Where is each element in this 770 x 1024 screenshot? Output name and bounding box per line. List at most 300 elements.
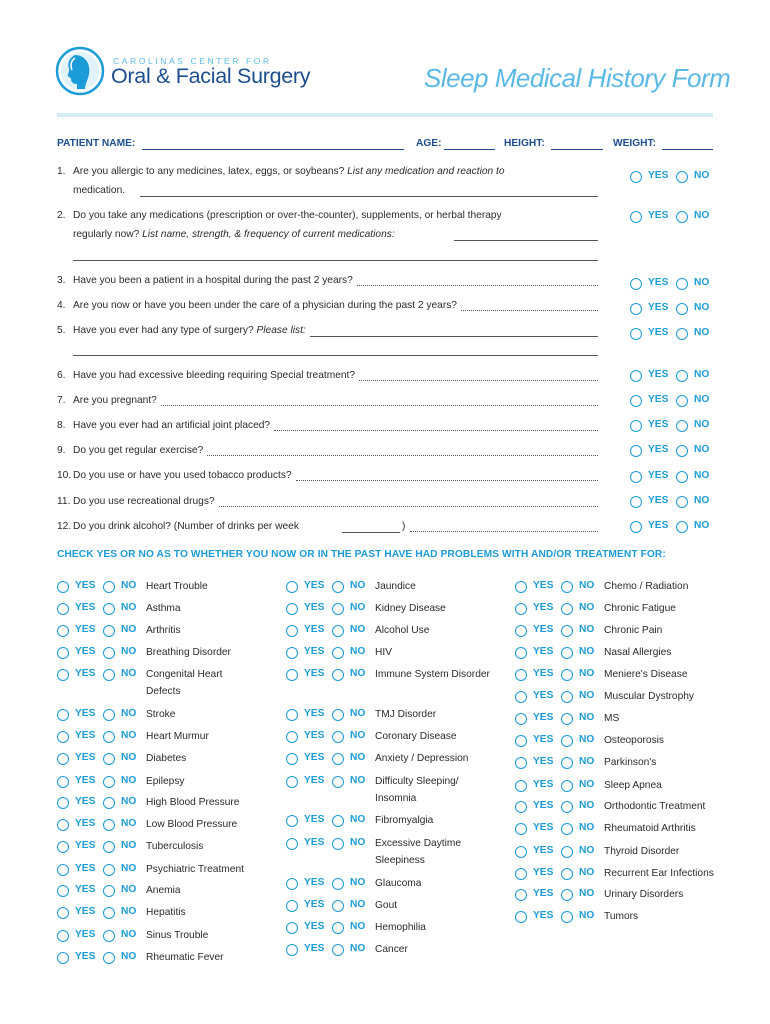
condition-hepatitis-no-radio[interactable] — [103, 907, 115, 919]
condition-osteoporosis-no-label: NO — [579, 734, 595, 745]
condition-glaucoma-no-radio[interactable] — [332, 878, 344, 890]
condition-muscular-dystrophy-no-radio[interactable] — [561, 691, 573, 703]
condition-ms-yes-label: YES — [533, 712, 554, 723]
condition-chronic-pain-yes-radio[interactable] — [515, 625, 527, 637]
question-7-no-label: NO — [694, 394, 710, 405]
condition-rheumatic-fever-yes-radio[interactable] — [57, 952, 69, 964]
question-10-yes-radio[interactable] — [630, 471, 642, 483]
condition-parkinson-s-yes-label: YES — [533, 756, 554, 767]
question-3-yes-label: YES — [648, 277, 669, 288]
condition-congenital-heart-defects-yes-radio[interactable] — [57, 669, 69, 681]
question-7-leader-dots — [161, 405, 598, 406]
question-3-no-radio[interactable] — [676, 278, 688, 290]
condition-diabetes-no-radio[interactable] — [103, 753, 115, 765]
condition-arthritis-yes-label: YES — [75, 624, 96, 635]
condition-label-cancer: Cancer — [375, 944, 408, 955]
condition-rheumatoid-arthritis-yes-label: YES — [533, 822, 554, 833]
condition-chemo-radiation-no-label: NO — [579, 580, 595, 591]
question-10-number: 10. — [57, 470, 72, 481]
patient-name-field[interactable] — [142, 149, 404, 150]
condition-label-muscular-dystrophy: Muscular Dystrophy — [604, 691, 695, 702]
condition-label-orthodontic-treatment: Orthodontic Treatment — [604, 801, 706, 812]
question-6-no-label: NO — [694, 369, 710, 380]
condition-tmj-disorder-no-label: NO — [350, 708, 366, 719]
question-6-yes-radio[interactable] — [630, 370, 642, 382]
condition-hepatitis-yes-label: YES — [75, 906, 96, 917]
question-9-leader-dots — [207, 455, 598, 456]
question-2-no-label: NO — [694, 210, 710, 221]
condition-urinary-disorders-yes-radio[interactable] — [515, 889, 527, 901]
condition-recurrent-ear-infections-yes-radio[interactable] — [515, 868, 527, 880]
condition-rheumatic-fever-yes-label: YES — [75, 951, 96, 962]
condition-asthma-yes-label: YES — [75, 602, 96, 613]
condition-coronary-disease-yes-radio[interactable] — [286, 731, 298, 743]
question-10-question: Do you use or have you used tobacco products? — [73, 470, 292, 481]
condition-glaucoma-yes-radio[interactable] — [286, 878, 298, 890]
question-2-answer-line[interactable] — [454, 240, 598, 241]
question-12-no-radio[interactable] — [676, 521, 688, 533]
condition-excessive-daytime-sleepiness-no-label: NO — [350, 837, 366, 848]
condition-anemia-no-radio[interactable] — [103, 885, 115, 897]
condition-rheumatoid-arthritis-yes-radio[interactable] — [515, 823, 527, 835]
question-2-answer-line-2[interactable] — [73, 260, 598, 261]
condition-excessive-daytime-sleepiness-no-radio[interactable] — [332, 838, 344, 850]
condition-parkinson-s-no-radio[interactable] — [561, 757, 573, 769]
question-12-leader-dots — [410, 531, 598, 532]
condition-hepatitis-yes-radio[interactable] — [57, 907, 69, 919]
question-8-leader-dots — [274, 430, 598, 431]
question-11-no-radio[interactable] — [676, 496, 688, 508]
question-8-question: Have you ever had an artificial joint placed? — [73, 420, 271, 431]
condition-hiv-yes-radio[interactable] — [286, 647, 298, 659]
condition-label-urinary-disorders: Urinary Disorders — [604, 889, 684, 900]
question-3-yes-radio[interactable] — [630, 278, 642, 290]
condition-label-epilepsy: Epilepsy — [146, 776, 185, 787]
condition-anxiety-depression-yes-radio[interactable] — [286, 753, 298, 765]
condition-recurrent-ear-infections-no-label: NO — [579, 867, 595, 878]
condition-sinus-trouble-no-radio[interactable] — [103, 930, 115, 942]
condition-asthma-yes-radio[interactable] — [57, 603, 69, 615]
condition-asthma-no-radio[interactable] — [103, 603, 115, 615]
condition-gout-yes-radio[interactable] — [286, 900, 298, 912]
question-9-yes-label: YES — [648, 444, 669, 455]
condition-label-difficulty-sleeping-insomnia: Difficulty Sleeping/ Insomnia — [375, 776, 459, 804]
question-2-question: Do you take any medications (prescription or over-the-counter), supplements, or herbal therapy — [73, 210, 502, 221]
condition-arthritis-no-label: NO — [121, 624, 137, 635]
condition-cancer-yes-radio[interactable] — [286, 944, 298, 956]
condition-anemia-yes-radio[interactable] — [57, 885, 69, 897]
condition-orthodontic-treatment-no-radio[interactable] — [561, 801, 573, 813]
condition-kidney-disease-no-label: NO — [350, 602, 366, 613]
question-2-yes-label: YES — [648, 210, 669, 221]
condition-sinus-trouble-yes-label: YES — [75, 929, 96, 940]
condition-alcohol-use-no-label: NO — [350, 624, 366, 635]
condition-fibromyalgia-yes-radio[interactable] — [286, 815, 298, 827]
condition-osteoporosis-no-radio[interactable] — [561, 735, 573, 747]
condition-muscular-dystrophy-yes-radio[interactable] — [515, 691, 527, 703]
page-title: Sleep Medical History Form — [424, 63, 731, 93]
condition-meniere-s-disease-no-radio[interactable] — [561, 669, 573, 681]
condition-epilepsy-no-radio[interactable] — [103, 776, 115, 788]
age-label: AGE: — [416, 138, 442, 149]
condition-gout-yes-label: YES — [304, 899, 325, 910]
condition-anemia-no-label: NO — [121, 884, 137, 895]
condition-osteoporosis-yes-radio[interactable] — [515, 735, 527, 747]
condition-hiv-no-radio[interactable] — [332, 647, 344, 659]
question-10-no-label: NO — [694, 470, 710, 481]
condition-label-glaucoma: Glaucoma — [375, 878, 422, 889]
condition-difficulty-sleeping-insomnia-yes-radio[interactable] — [286, 776, 298, 788]
condition-kidney-disease-yes-radio[interactable] — [286, 603, 298, 615]
condition-label-tmj-disorder: TMJ Disorder — [375, 709, 437, 720]
question-11-leader-dots — [219, 506, 598, 507]
condition-low-blood-pressure-yes-radio[interactable] — [57, 819, 69, 831]
condition-label-ms: MS — [604, 713, 620, 724]
condition-sleep-apnea-no-label: NO — [579, 779, 595, 790]
condition-stroke-yes-label: YES — [75, 708, 96, 719]
condition-heart-murmur-yes-radio[interactable] — [57, 731, 69, 743]
question-2-hint: List name, strength, & frequency of current medications: — [142, 229, 395, 240]
condition-excessive-daytime-sleepiness-yes-radio[interactable] — [286, 838, 298, 850]
condition-thyroid-disorder-yes-radio[interactable] — [515, 846, 527, 858]
condition-heart-trouble-no-radio[interactable] — [103, 581, 115, 593]
question-6-question: Have you had excessive bleeding requiring Special treatment? — [73, 370, 356, 381]
condition-psychiatric-treatment-no-radio[interactable] — [103, 864, 115, 876]
question-2-yes-radio[interactable] — [630, 211, 642, 223]
condition-label-recurrent-ear-infections: Recurrent Ear Infections — [604, 868, 714, 879]
condition-orthodontic-treatment-yes-radio[interactable] — [515, 801, 527, 813]
condition-kidney-disease-yes-label: YES — [304, 602, 325, 613]
condition-psychiatric-treatment-no-label: NO — [121, 863, 137, 874]
question-10-text — [57, 470, 292, 481]
condition-breathing-disorder-yes-radio[interactable] — [57, 647, 69, 659]
condition-chemo-radiation-no-radio[interactable] — [561, 581, 573, 593]
condition-heart-trouble-no-label: NO — [121, 580, 137, 591]
question-12-yes-radio[interactable] — [630, 521, 642, 533]
condition-tuberculosis-no-radio[interactable] — [103, 841, 115, 853]
condition-congenital-heart-defects-no-radio[interactable] — [103, 669, 115, 681]
condition-glaucoma-no-label: NO — [350, 877, 366, 888]
condition-heart-trouble-yes-radio[interactable] — [57, 581, 69, 593]
question-3-leader-dots — [357, 285, 598, 286]
condition-tuberculosis-no-label: NO — [121, 840, 137, 851]
condition-anxiety-depression-no-label: NO — [350, 752, 366, 763]
condition-difficulty-sleeping-insomnia-yes-label: YES — [304, 775, 325, 786]
question-1-no-radio[interactable] — [676, 171, 688, 183]
condition-muscular-dystrophy-yes-label: YES — [533, 690, 554, 701]
condition-rheumatic-fever-no-radio[interactable] — [103, 952, 115, 964]
condition-hiv-yes-label: YES — [304, 646, 325, 657]
question-1-number: 1. — [57, 166, 66, 177]
question-7-yes-radio[interactable] — [630, 395, 642, 407]
condition-rheumatic-fever-no-label: NO — [121, 951, 137, 962]
weight-field[interactable] — [662, 149, 713, 150]
question-10-leader-dots — [296, 480, 598, 481]
condition-high-blood-pressure-yes-radio[interactable] — [57, 797, 69, 809]
question-2-cont-text: regularly now? — [73, 229, 140, 240]
condition-anemia-yes-label: YES — [75, 884, 96, 895]
condition-label-immune-system-disorder: Immune System Disorder — [375, 669, 490, 680]
condition-urinary-disorders-no-label: NO — [579, 888, 595, 899]
condition-label-anemia: Anemia — [146, 885, 181, 896]
condition-sleep-apnea-no-radio[interactable] — [561, 780, 573, 792]
question-8-no-radio[interactable] — [676, 420, 688, 432]
question-1-yes-label: YES — [648, 170, 669, 181]
question-1-hint: List any medication and reaction to — [347, 166, 505, 177]
question-11-yes-radio[interactable] — [630, 496, 642, 508]
condition-nasal-allergies-no-label: NO — [579, 646, 595, 657]
question-2-no-radio[interactable] — [676, 211, 688, 223]
conditions-section-title: CHECK YES OR NO AS TO WHETHER YOU NOW OR IN THE PAST HAVE HAD PROBLEMS WITH AND/OR TREATMENT FOR: — [57, 549, 666, 560]
question-11-number: 11. — [57, 496, 71, 507]
condition-label-high-blood-pressure: High Blood Pressure — [146, 797, 240, 808]
question-6-no-radio[interactable] — [676, 370, 688, 382]
question-8-yes-label: YES — [648, 419, 669, 430]
condition-tumors-yes-label: YES — [533, 910, 554, 921]
question-10-no-radio[interactable] — [676, 471, 688, 483]
condition-label-rheumatic-fever: Rheumatic Fever — [146, 952, 224, 963]
question-4-leader-dots — [461, 310, 598, 311]
condition-tuberculosis-yes-radio[interactable] — [57, 841, 69, 853]
question-7-yes-label: YES — [648, 394, 669, 405]
condition-immune-system-disorder-no-radio[interactable] — [332, 669, 344, 681]
question-2-text — [57, 210, 502, 221]
condition-low-blood-pressure-yes-label: YES — [75, 818, 96, 829]
weight-label: WEIGHT: — [613, 138, 657, 149]
question-8-text — [57, 420, 270, 431]
condition-congenital-heart-defects-yes-label: YES — [75, 668, 96, 679]
condition-label-heart-murmur: Heart Murmur — [146, 731, 209, 742]
condition-low-blood-pressure-no-label: NO — [121, 818, 137, 829]
condition-ms-no-label: NO — [579, 712, 595, 723]
question-9-no-radio[interactable] — [676, 445, 688, 457]
question-1-answer-line[interactable] — [140, 196, 598, 197]
condition-arthritis-yes-radio[interactable] — [57, 625, 69, 637]
question-12-question: Do you drink alcohol? (Number of drinks per week — [73, 521, 299, 532]
brand-tagline: CAROLINAS CENTER FOR — [113, 56, 272, 66]
condition-label-congenital-heart-defects: Congenital Heart Defects — [146, 669, 223, 697]
condition-tumors-yes-radio[interactable] — [515, 911, 527, 923]
condition-orthodontic-treatment-yes-label: YES — [533, 800, 554, 811]
condition-kidney-disease-no-radio[interactable] — [332, 603, 344, 615]
condition-coronary-disease-no-radio[interactable] — [332, 731, 344, 743]
condition-tmj-disorder-yes-label: YES — [304, 708, 325, 719]
question-4-question: Are you now or have you been under the care of a physician during the past 2 years? — [73, 300, 457, 311]
condition-glaucoma-yes-label: YES — [304, 877, 325, 888]
condition-gout-no-radio[interactable] — [332, 900, 344, 912]
condition-thyroid-disorder-no-radio[interactable] — [561, 846, 573, 858]
condition-label-sinus-trouble: Sinus Trouble — [146, 930, 209, 941]
question-3-no-label: NO — [694, 277, 710, 288]
question-6-leader-dots — [359, 380, 598, 381]
condition-tmj-disorder-yes-radio[interactable] — [286, 709, 298, 721]
question-5-number: 5. — [57, 325, 66, 336]
condition-muscular-dystrophy-no-label: NO — [579, 690, 595, 701]
condition-nasal-allergies-yes-radio[interactable] — [515, 647, 527, 659]
condition-arthritis-no-radio[interactable] — [103, 625, 115, 637]
condition-stroke-no-label: NO — [121, 708, 137, 719]
question-6-yes-label: YES — [648, 369, 669, 380]
condition-sleep-apnea-yes-label: YES — [533, 779, 554, 790]
face-profile-logo-icon — [55, 46, 105, 96]
condition-psychiatric-treatment-yes-radio[interactable] — [57, 864, 69, 876]
condition-fibromyalgia-yes-label: YES — [304, 814, 325, 825]
question-9-yes-radio[interactable] — [630, 445, 642, 457]
condition-ms-no-radio[interactable] — [561, 713, 573, 725]
condition-label-psychiatric-treatment: Psychiatric Treatment — [146, 864, 244, 875]
condition-chronic-pain-yes-label: YES — [533, 624, 554, 635]
condition-label-heart-trouble: Heart Trouble — [146, 581, 208, 592]
question-5-yes-radio[interactable] — [630, 328, 642, 340]
condition-label-sleep-apnea: Sleep Apnea — [604, 780, 662, 791]
question-4-no-label: NO — [694, 302, 710, 313]
question-11-no-label: NO — [694, 495, 710, 506]
question-2-number: 2. — [57, 210, 66, 221]
condition-osteoporosis-yes-label: YES — [533, 734, 554, 745]
condition-epilepsy-no-label: NO — [121, 775, 137, 786]
question-7-text — [57, 395, 157, 406]
question-12-text — [57, 521, 299, 532]
question-5-no-label: NO — [694, 327, 710, 338]
condition-excessive-daytime-sleepiness-yes-label: YES — [304, 837, 325, 848]
condition-tmj-disorder-no-radio[interactable] — [332, 709, 344, 721]
condition-meniere-s-disease-yes-radio[interactable] — [515, 669, 527, 681]
condition-hemophilia-yes-radio[interactable] — [286, 922, 298, 934]
condition-anxiety-depression-yes-label: YES — [304, 752, 325, 763]
header-divider — [57, 113, 713, 117]
condition-rheumatoid-arthritis-no-radio[interactable] — [561, 823, 573, 835]
condition-chemo-radiation-yes-radio[interactable] — [515, 581, 527, 593]
condition-label-rheumatoid-arthritis: Rheumatoid Arthritis — [604, 823, 696, 834]
condition-label-chronic-fatigue: Chronic Fatigue — [604, 603, 676, 614]
condition-breathing-disorder-no-label: NO — [121, 646, 137, 657]
condition-chronic-pain-no-radio[interactable] — [561, 625, 573, 637]
condition-label-coronary-disease: Coronary Disease — [375, 731, 457, 742]
condition-label-fibromyalgia: Fibromyalgia — [375, 815, 434, 826]
question-5-yes-label: YES — [648, 327, 669, 338]
condition-jaundice-no-radio[interactable] — [332, 581, 344, 593]
question-12-close-paren: ) — [402, 521, 406, 532]
condition-diabetes-yes-radio[interactable] — [57, 753, 69, 765]
condition-hemophilia-no-radio[interactable] — [332, 922, 344, 934]
condition-urinary-disorders-no-radio[interactable] — [561, 889, 573, 901]
condition-immune-system-disorder-yes-label: YES — [304, 668, 325, 679]
question-11-yes-label: YES — [648, 495, 669, 506]
condition-chronic-fatigue-no-radio[interactable] — [561, 603, 573, 615]
condition-high-blood-pressure-no-radio[interactable] — [103, 797, 115, 809]
condition-nasal-allergies-no-radio[interactable] — [561, 647, 573, 659]
condition-immune-system-disorder-yes-radio[interactable] — [286, 669, 298, 681]
condition-sinus-trouble-yes-radio[interactable] — [57, 930, 69, 942]
condition-asthma-no-label: NO — [121, 602, 137, 613]
condition-diabetes-yes-label: YES — [75, 752, 96, 763]
condition-sleep-apnea-yes-radio[interactable] — [515, 780, 527, 792]
question-6-number: 6. — [57, 370, 66, 381]
condition-ms-yes-radio[interactable] — [515, 713, 527, 725]
question-4-yes-radio[interactable] — [630, 303, 642, 315]
condition-sinus-trouble-no-label: NO — [121, 929, 137, 940]
question-7-no-radio[interactable] — [676, 395, 688, 407]
question-4-text — [57, 300, 457, 311]
question-1-continuation: medication. — [73, 185, 126, 196]
question-8-yes-radio[interactable] — [630, 420, 642, 432]
condition-parkinson-s-yes-radio[interactable] — [515, 757, 527, 769]
condition-label-parkinson-s: Parkinson's — [604, 757, 657, 768]
question-12-drinks-line[interactable] — [342, 532, 400, 533]
condition-label-excessive-daytime-sleepiness: Excessive Daytime Sleepiness — [375, 838, 462, 866]
condition-jaundice-yes-label: YES — [304, 580, 325, 591]
question-10-yes-label: YES — [648, 470, 669, 481]
condition-label-thyroid-disorder: Thyroid Disorder — [604, 846, 680, 857]
condition-label-meniere-s-disease: Meniere's Disease — [604, 669, 688, 680]
condition-epilepsy-yes-radio[interactable] — [57, 776, 69, 788]
condition-urinary-disorders-yes-label: YES — [533, 888, 554, 899]
condition-meniere-s-disease-yes-label: YES — [533, 668, 554, 679]
patient-name-label: PATIENT NAME: — [57, 138, 136, 149]
question-12-number: 12. — [57, 521, 72, 532]
height-field[interactable] — [551, 149, 603, 150]
condition-chronic-fatigue-yes-radio[interactable] — [515, 603, 527, 615]
condition-tumors-no-radio[interactable] — [561, 911, 573, 923]
condition-label-tumors: Tumors — [604, 911, 639, 922]
condition-meniere-s-disease-no-label: NO — [579, 668, 595, 679]
condition-chronic-fatigue-yes-label: YES — [533, 602, 554, 613]
age-field[interactable] — [444, 149, 495, 150]
condition-difficulty-sleeping-insomnia-no-radio[interactable] — [332, 776, 344, 788]
question-12-no-label: NO — [694, 520, 710, 531]
condition-stroke-yes-radio[interactable] — [57, 709, 69, 721]
condition-congenital-heart-defects-no-label: NO — [121, 668, 137, 679]
condition-alcohol-use-yes-radio[interactable] — [286, 625, 298, 637]
question-6-text — [57, 370, 355, 381]
condition-alcohol-use-no-radio[interactable] — [332, 625, 344, 637]
question-5-answer-line[interactable] — [310, 336, 598, 337]
condition-cancer-no-label: NO — [350, 943, 366, 954]
condition-fibromyalgia-no-radio[interactable] — [332, 815, 344, 827]
condition-label-diabetes: Diabetes — [146, 753, 187, 764]
condition-heart-murmur-no-radio[interactable] — [103, 731, 115, 743]
condition-anxiety-depression-no-radio[interactable] — [332, 753, 344, 765]
condition-high-blood-pressure-yes-label: YES — [75, 796, 96, 807]
condition-cancer-no-radio[interactable] — [332, 944, 344, 956]
condition-hiv-no-label: NO — [350, 646, 366, 657]
condition-coronary-disease-no-label: NO — [350, 730, 366, 741]
condition-label-hiv: HIV — [375, 647, 392, 658]
condition-rheumatoid-arthritis-no-label: NO — [579, 822, 595, 833]
question-1-text — [57, 166, 505, 177]
condition-parkinson-s-no-label: NO — [579, 756, 595, 767]
question-3-text — [57, 275, 353, 286]
condition-breathing-disorder-no-radio[interactable] — [103, 647, 115, 659]
condition-label-stroke: Stroke — [146, 709, 176, 720]
question-1-yes-radio[interactable] — [630, 171, 642, 183]
question-5-text — [57, 325, 306, 336]
question-9-no-label: NO — [694, 444, 710, 455]
condition-immune-system-disorder-no-label: NO — [350, 668, 366, 679]
condition-recurrent-ear-infections-no-radio[interactable] — [561, 868, 573, 880]
question-5-answer-line-2[interactable] — [73, 355, 598, 356]
question-8-number: 8. — [57, 420, 66, 431]
condition-jaundice-yes-radio[interactable] — [286, 581, 298, 593]
condition-low-blood-pressure-no-radio[interactable] — [103, 819, 115, 831]
condition-diabetes-no-label: NO — [121, 752, 137, 763]
condition-jaundice-no-label: NO — [350, 580, 366, 591]
question-5-no-radio[interactable] — [676, 328, 688, 340]
question-9-number: 9. — [57, 445, 66, 456]
condition-stroke-no-radio[interactable] — [103, 709, 115, 721]
question-4-yes-label: YES — [648, 302, 669, 313]
question-4-no-radio[interactable] — [676, 303, 688, 315]
